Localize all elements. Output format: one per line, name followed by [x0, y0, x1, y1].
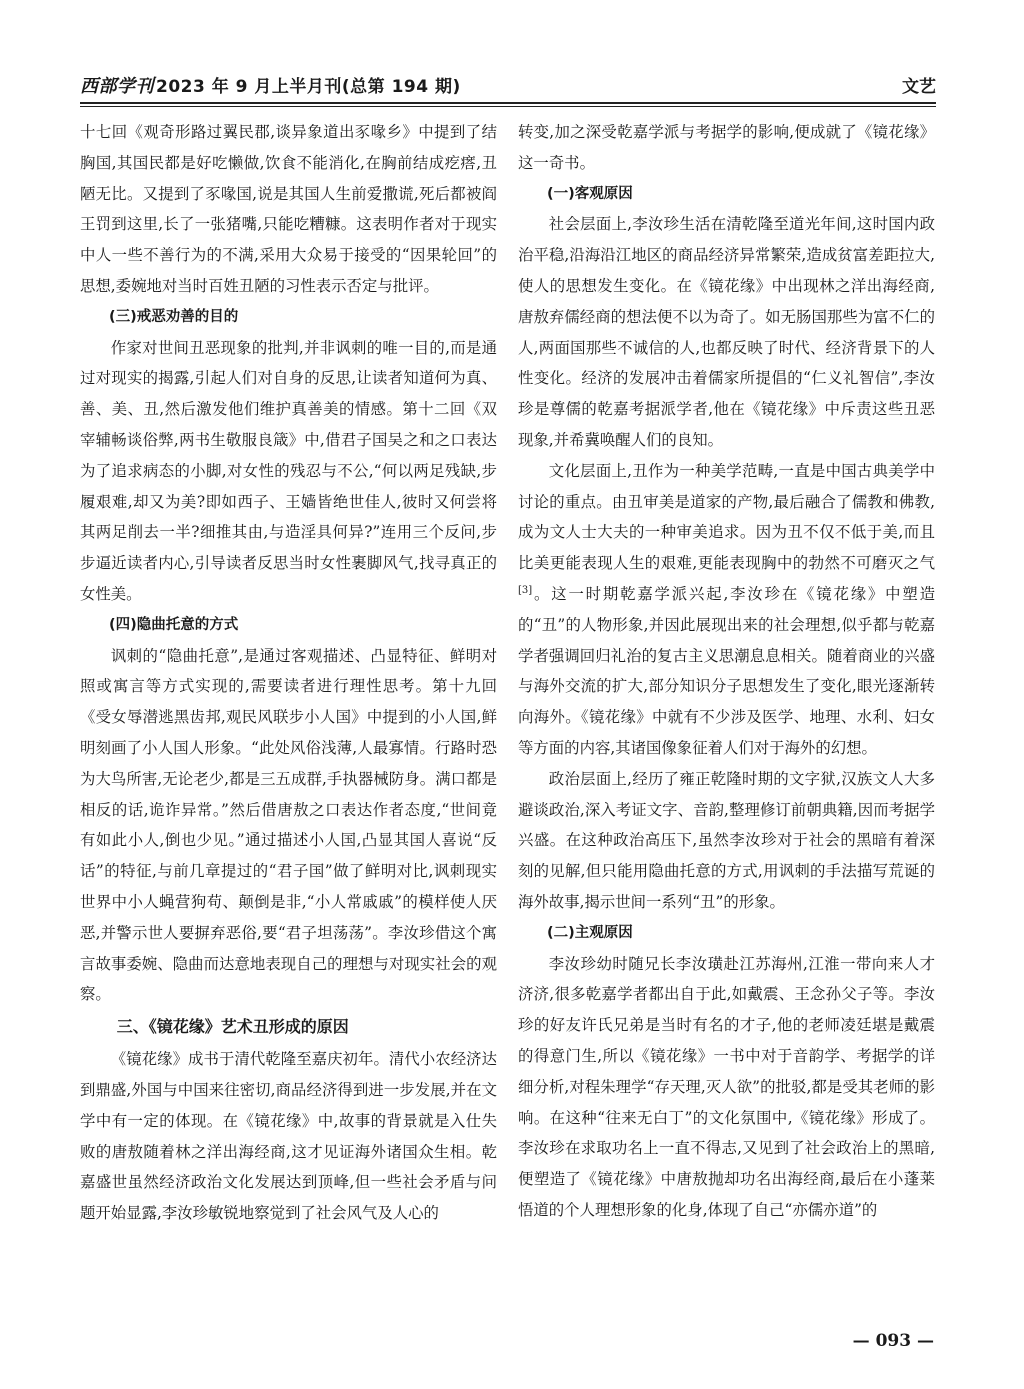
- subsection-heading: (一)客观原因: [547, 185, 633, 202]
- section-heading: 三、《镜花缘》艺术丑形成的原因: [116, 1017, 349, 1037]
- paragraph: 作家对世间丑恶现象的批判,并非讽刺的唯一目的,而是通过对现实的揭露,引起人们对自身的反思,让读者知道何为真、善、美、丑,然后激发他们维护真善美的情感。第十二回《双宰辅畅谈俗弊,两书生敬服良箴》中,借君子国吴之和之口表达为了追求病态的小脚,对女性的残忍与不公,“何以两足残缺,步履艰难,却又为美?即如西子、王嫱皆绝世佳人,彼时又何尝将其两足削去一半?细推其由,与造淫具何异?”连用三个反问,步步逼近读者内心,引导读者反思当时女性裹脚风气,找寻真正的女性美。: [80, 338, 497, 603]
- subsection-heading: (二)主观原因: [547, 924, 633, 941]
- subsection-heading: (三)戒恶劝善的目的: [109, 308, 239, 325]
- header-rule-thin: [80, 106, 936, 107]
- paragraph: 讽刺的“隐曲托意”,是通过客观描述、凸显特征、鲜明对照或寓言等方式实现的,需要读者进行理性思考。第十九回《受女辱潜逃黑齿邦,观民风联步小人国》中提到的小人国,鲜明刻画了小人国人形象。“此处风俗浅薄,人最寡情。行路时恐为大鸟所害,无论老少,都是三五成群,手执器械防身。满口都是相反的话,诡诈异常。”然后借唐敖之口表达作者态度,“世间竟有如此小人,倒也少见。”通过描述小人国,凸显其国人喜说“反话”的特征,与前几章提过的“君子国”做了鲜明对比,讽刺现实世界中小人蝇营狗苟、颠倒是非,“小人常戚戚”的模样使人厌恶,并警示世人要摒弃恶俗,要“君子坦荡荡”。李汝珍借这个寓言故事委婉、隐曲而达意地表现自己的理想与对现实社会的观察。: [80, 646, 497, 1004]
- paragraph: [518, 456, 935, 764]
- page-number: — 093 —: [852, 1331, 934, 1351]
- section-name: 文艺: [902, 77, 936, 97]
- subsection-heading: (四)隐曲托意的方式: [109, 616, 239, 633]
- left-column: [80, 117, 497, 1229]
- paragraph-text: 文化层面上,丑作为一种美学范畴,一直是中国古典美学中讨论的重点。由丑审美是道家的产物,最后融合了儒教和佛教,成为文人士大夫的一种审美追求。因为丑不仅不低于美,而且比美更能表现人生的艰难,更能表现胸中的勃然不可磨灭之气: [518, 461, 935, 573]
- right-column: [518, 117, 935, 1226]
- paragraph: 政治层面上,经历了雍正乾隆时期的文字狱,汉族文人大多避谈政治,深入考证文字、音韵,整理修订前朝典籍,因而考据学兴盛。在这种政治高压下,虽然李汝珍对于社会的黑暗有着深刻的见解,但只能用隐曲托意的方式,用讽刺的手法描写荒诞的海外故事,揭示世间一系列“丑”的形象。: [518, 769, 935, 911]
- paragraph: 《镜花缘》成书于清代乾隆至嘉庆初年。清代小农经济达到鼎盛,外国与中国来往密切,商品经济得到进一步发展,并在文学中有一定的体现。在《镜花缘》中,故事的背景就是入仕失败的唐敖随着林之洋出海经商,这才见证海外诸国众生相。乾嘉盛世虽然经济政治文化发展达到顶峰,但一些社会矛盾与问题开始显露,李汝珍敏锐地察觉到了社会风气及人心的: [80, 1050, 497, 1223]
- page-header: [80, 70, 936, 100]
- citation: [3]: [518, 584, 533, 596]
- paragraph-text: 。这一时期乾嘉学派兴起,李汝珍在《镜花缘》中塑造的“丑”的人物形象,并因此展现出来的社会理想,似乎都与乾嘉学者强调回归礼治的复古主义思潮息息相关。随着商业的兴盛与海外交流的扩大,部分知识分子思想发生了变化,眼光逐渐转向海外。《镜花缘》中就有不少涉及医学、地理、水利、妇女等方面的内容,其诸国像象征着人们对于海外的幻想。: [518, 584, 935, 757]
- paragraph: 十七回《观奇形路过翼民郡,谈异象道出豕喙乡》中提到了结胸国,其国民都是好吃懒做,饮食不能消化,在胸前结成疙瘩,丑陋无比。又提到了豕喙国,说是其国人生前爱撒谎,死后都被阎王罚到这里,长了一张猪嘴,只能吃糟糠。这表明作者对于现实中人一些不善行为的不满,采用大众易于接受的“因果轮回”的思想,委婉地对当时百姓丑陋的习性表示否定与批评。: [80, 123, 497, 295]
- paragraph: 社会层面上,李汝珍生活在清乾隆至道光年间,这时国内政治平稳,沿海沿江地区的商品经济异常繁荣,造成贫富差距拉大,使人的思想发生变化。在《镜花缘》中出现林之洋出海经商,唐敖弃儒经商的想法便不以为奇了。如无肠国那些为富不仁的人,两面国那些不诚信的人,也都反映了时代、经济背景下的人性变化。经济的发展冲击着儒家所提倡的“仁义礼智信”,李汝珍是尊儒的乾嘉考据派学者,他在《镜花缘》中斥责这些丑恶现象,并希冀唤醒人们的良知。: [518, 215, 935, 449]
- journal-logo: 西部学刊: [80, 76, 154, 97]
- issue-info: 2023 年 9 月上半月刊(总第 194 期): [156, 77, 461, 97]
- paragraph: 李汝珍幼时随兄长李汝璜赴江苏海州,江淮一带向来人才济济,很多乾嘉学者都出自于此,如戴震、王念孙父子等。李汝珍的好友许氏兄弟是当时有名的才子,他的老师凌廷堪是戴震的得意门生,所以《镜花缘》一书中对于音韵学、考据学的详细分析,对程朱理学“存天理,灭人欲”的批驳,都是受其老师的影响。在这种“往来无白丁”的文化氛围中,《镜花缘》形成了。李汝珍在求取功名上一直不得志,又见到了社会政治上的黑暗,便塑造了《镜花缘》中唐敖抛却功名出海经商,最后在小蓬莱悟道的个人理想形象的化身,体现了自己“亦儒亦道”的: [518, 954, 935, 1219]
- journal-title: [80, 72, 461, 98]
- paragraph: 转变,加之深受乾嘉学派与考据学的影响,便成就了《镜花缘》这一奇书。: [518, 123, 935, 172]
- header-rule: [80, 102, 936, 104]
